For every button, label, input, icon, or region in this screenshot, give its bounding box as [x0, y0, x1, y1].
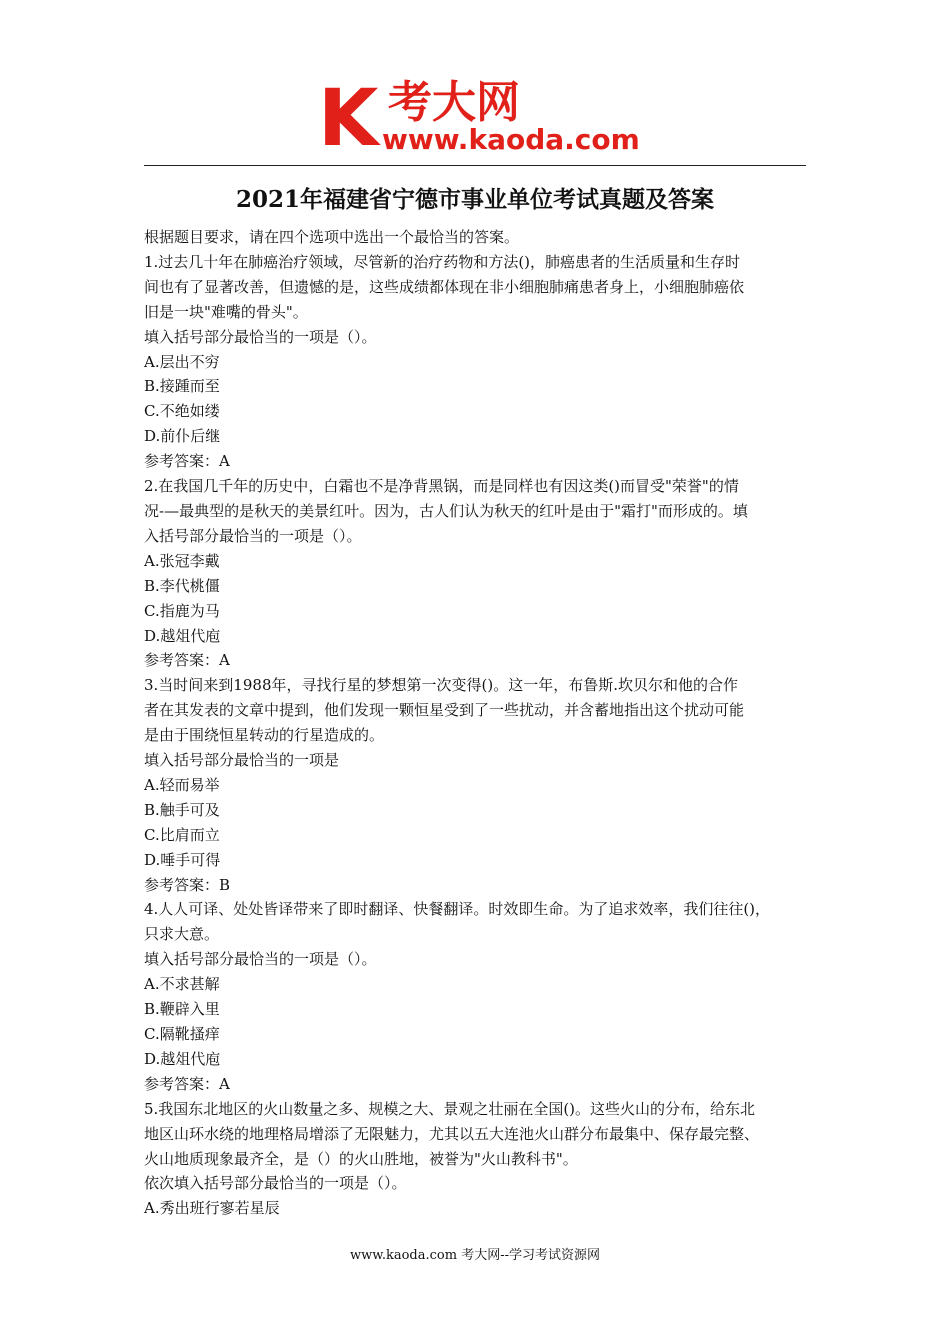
- text-line: 地区山环水绕的地理格局增添了无限魅力，尤其以五大连池火山群分布最集中、保存最完整、: [144, 1124, 760, 1143]
- text-line: 依次填入括号部分最恰当的一项是（）。: [144, 1174, 407, 1193]
- text-line: D.越俎代庖: [144, 1049, 221, 1068]
- text-line: 5.我国东北地区的火山数量之多、规模之大、景观之壮丽在全国()。这些火山的分布，给东北: [144, 1099, 756, 1118]
- header-divider: [144, 165, 806, 166]
- text-line: A.不求甚解: [144, 975, 220, 994]
- logo-url: www.kaoda.com: [382, 123, 640, 156]
- document-title: 2021年福建省宁德市事业单位考试真题及答案: [235, 186, 714, 213]
- text-line: A.轻而易举: [144, 775, 220, 794]
- site-logo: [318, 74, 640, 164]
- text-line: 填入括号部分最恰当的一项是: [144, 751, 340, 770]
- text-line: 填入括号部分最恰当的一项是（）。: [144, 950, 377, 969]
- text-line: 填入括号部分最恰当的一项是（）。: [144, 327, 377, 346]
- text-line: B.触手可及: [144, 800, 220, 819]
- text-line: 只求大意。: [144, 925, 220, 944]
- document-body: [144, 225, 810, 1221]
- logo-mark: K: [318, 74, 377, 164]
- text-line: 4.人人可译、处处皆译带来了即时翻译、快餐翻译。时效即生命。为了追求效率，我们往往()，: [144, 900, 771, 919]
- text-line: B.李代桃僵: [144, 576, 220, 595]
- text-line: 参考答案：B: [144, 875, 231, 894]
- text-line: C.指鹿为马: [144, 601, 220, 620]
- text-line: D.唾手可得: [144, 850, 221, 869]
- text-line: B.鞭辟入里: [144, 1000, 220, 1019]
- text-line: 入括号部分最恰当的一项是（）。: [144, 526, 362, 545]
- text-line: C.不绝如缕: [144, 402, 220, 421]
- question-lines: [144, 250, 810, 1221]
- text-line: A.秀出班行寥若星辰: [144, 1199, 280, 1218]
- text-line: 火山地质现象最齐全，是（）的火山胜地，被誉为"火山教科书"。: [144, 1149, 578, 1168]
- text-line: 3.当时间来到1988年，寻找行星的梦想第一次变得()。这一年，布鲁斯.坎贝尔和他的合作: [144, 676, 738, 695]
- logo-name: 考大网: [388, 77, 520, 128]
- text-line: C.隔靴搔痒: [144, 1025, 220, 1043]
- text-line: B.接踵而至: [144, 377, 220, 396]
- text-line: D.越俎代庖: [144, 626, 221, 645]
- text-line: 参考答案：A: [144, 651, 230, 670]
- text-line: C.比肩而立: [144, 825, 220, 844]
- text-line: 者在其发表的文章中提到，他们发现一颗恒星受到了一些扰动，并含蓄地指出这个扰动可能: [144, 701, 745, 720]
- text-line: D.前仆后继: [144, 427, 221, 446]
- text-line: 参考答案：A: [144, 1074, 230, 1093]
- page-footer: www.kaoda.com 考大网--学习考试资源网: [350, 1248, 600, 1263]
- text-line: 是由于围绕恒星转动的行星造成的。: [144, 726, 385, 745]
- text-line: A.层出不穷: [144, 352, 220, 371]
- text-line: 旧是一块"难嘴的骨头"。: [144, 302, 308, 321]
- text-line: 间也有了显著改善，但遗憾的是，这些成绩都体现在非小细胞肺痛患者身上，小细胞肺癌依: [144, 277, 745, 296]
- text-line: 2.在我国几千年的历史中，白霜也不是净背黑锅，而是同样也有因这类()而冒受"荣誉"的情: [144, 477, 739, 496]
- text-line: 况-—最典型的是秋天的美景红叶。因为，古人们认为秋天的红叶是由于"霜打"而形成的。填: [144, 501, 748, 520]
- intro-text: 根据题目要求，请在四个选项中选出一个最恰当的答案。: [144, 228, 520, 246]
- text-line: 1.过去几十年在肺癌治疗领域，尽管新的治疗药物和方法()，肺癌患者的生活质量和生存时: [144, 252, 741, 271]
- text-line: A.张冠李戴: [144, 551, 220, 570]
- text-line: 参考答案：A: [144, 452, 230, 471]
